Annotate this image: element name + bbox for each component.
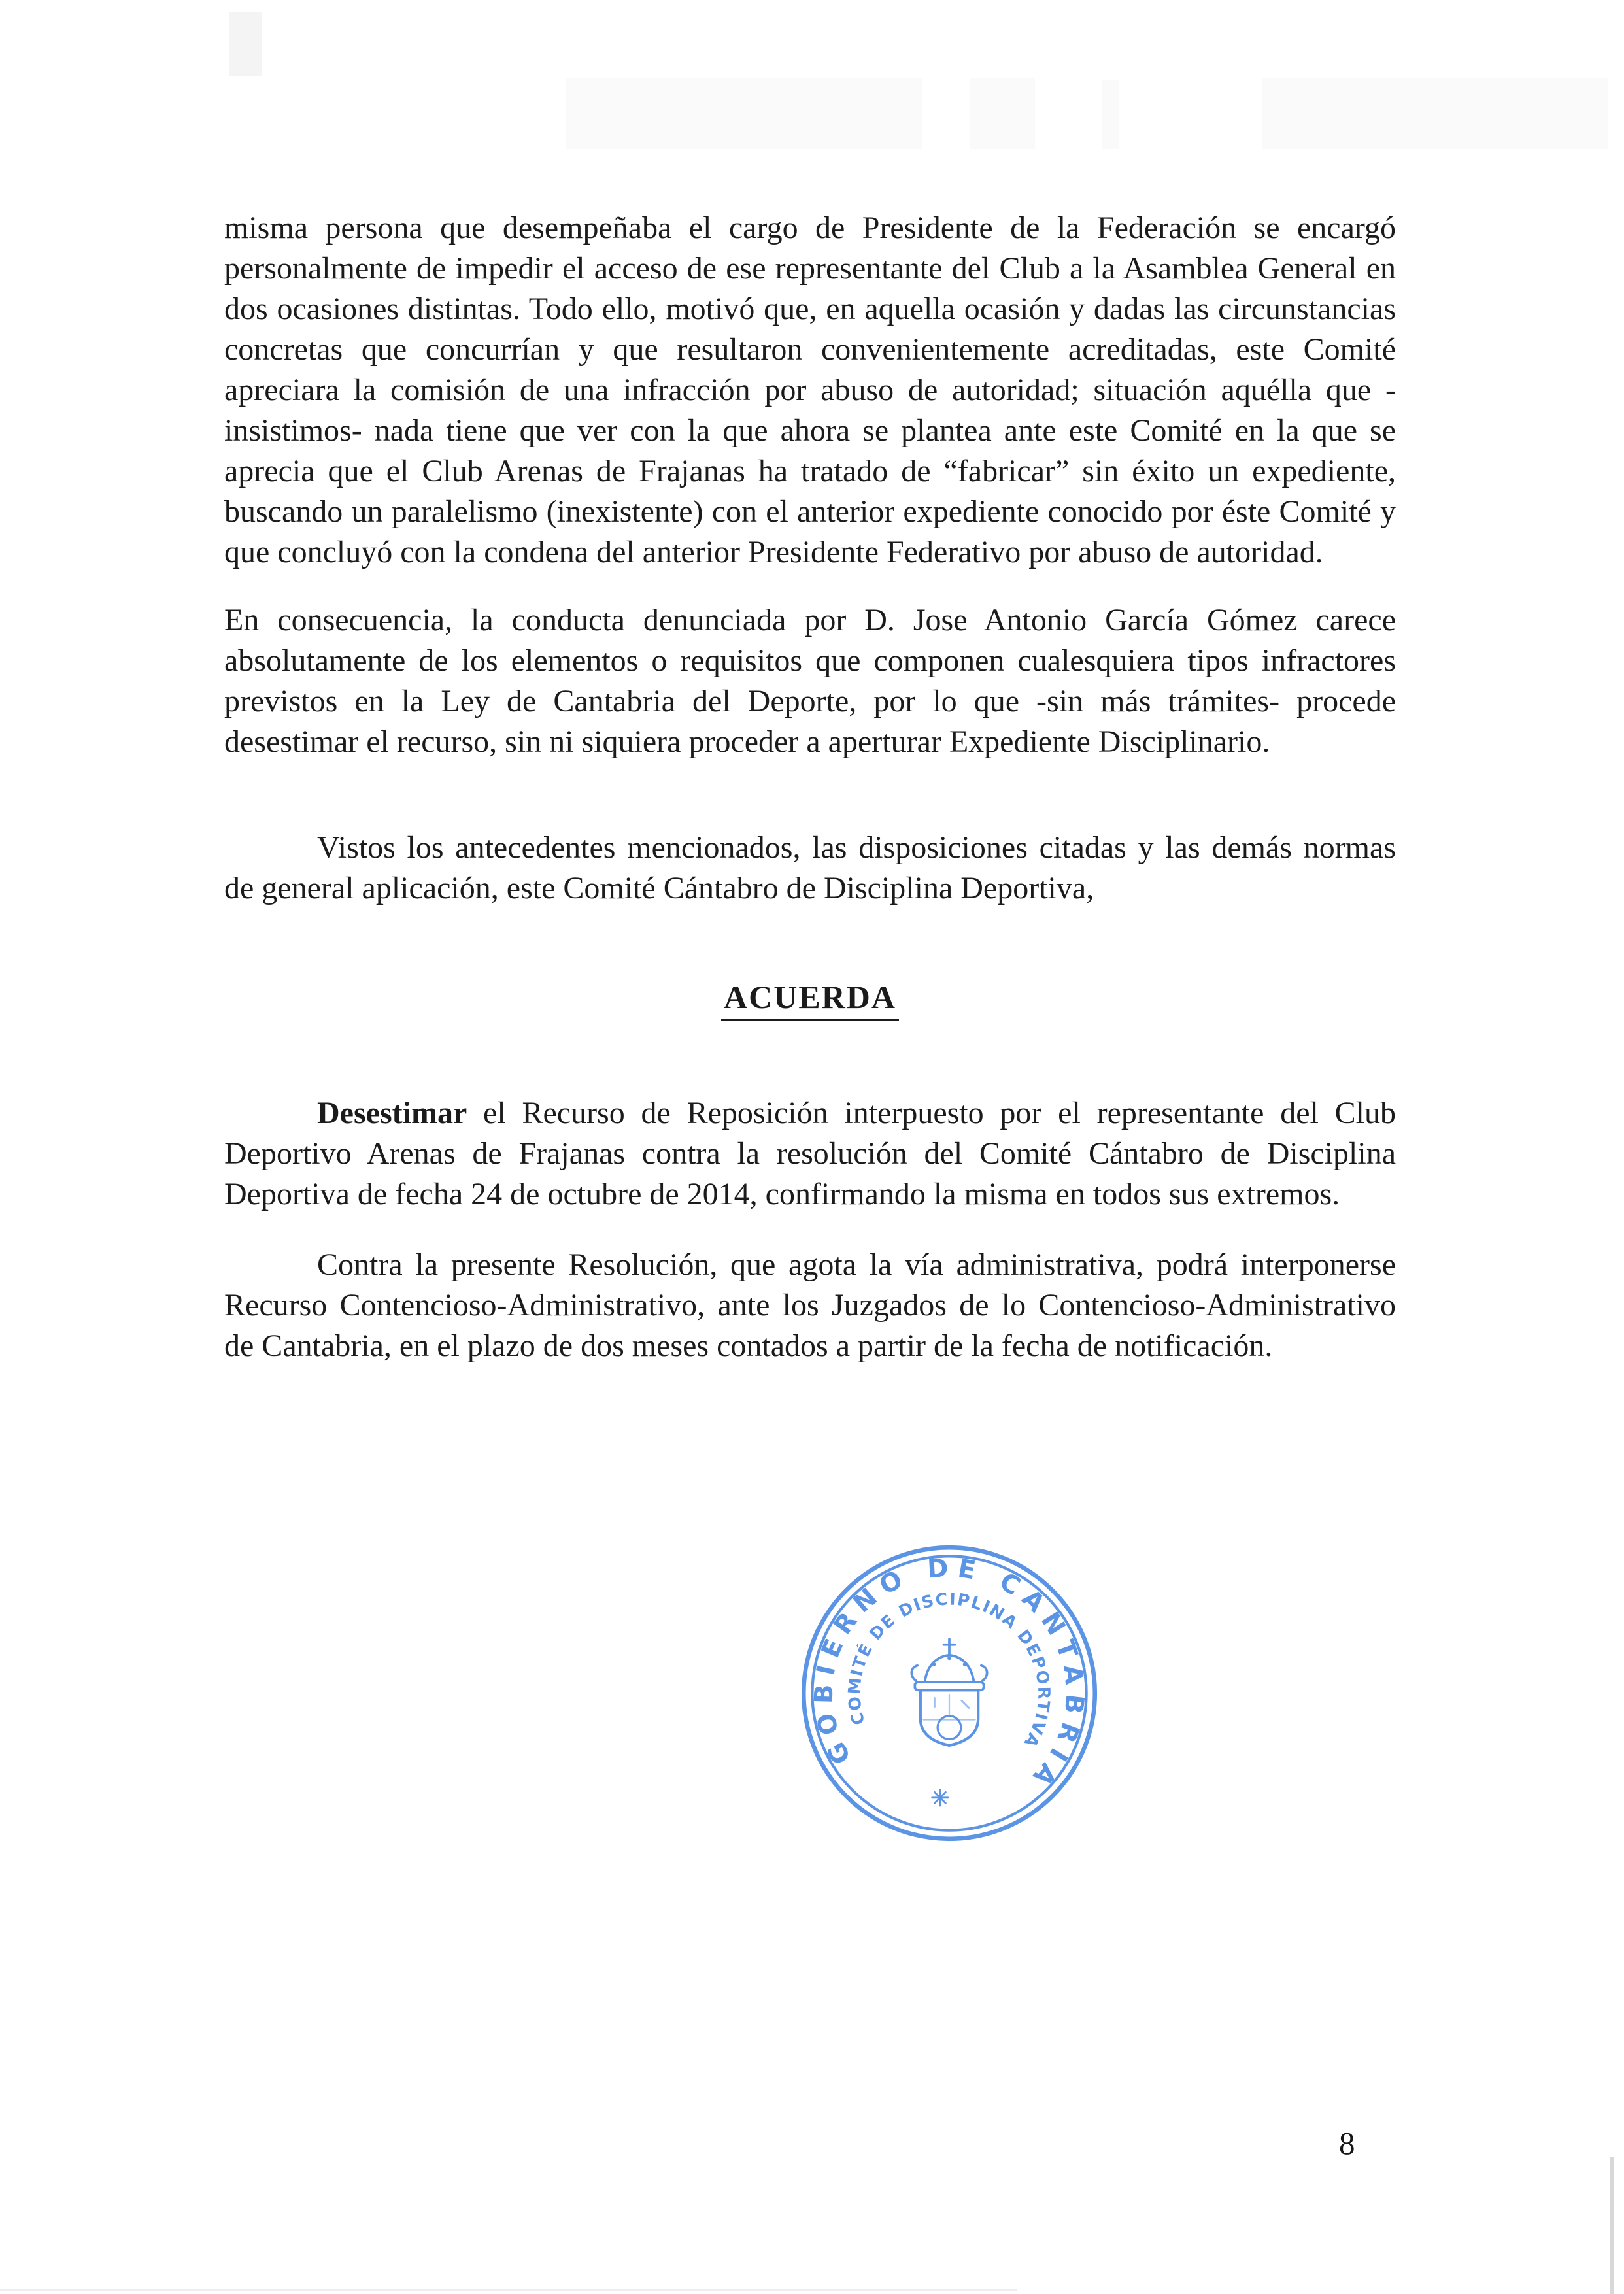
scan-artifact — [1102, 80, 1119, 149]
crown-icon — [911, 1639, 987, 1690]
scan-artifact — [566, 78, 922, 149]
scan-artifact — [229, 12, 262, 76]
acuerda-heading-wrapper — [224, 977, 1396, 1021]
scan-artifact — [1262, 78, 1608, 149]
stamp-seal-icon — [796, 1540, 1103, 1847]
stamp — [796, 1540, 1103, 1847]
paragraph-desestimar — [224, 1093, 1396, 1215]
document-body — [224, 208, 1396, 1366]
acuerda-heading: ACUERDA — [721, 977, 899, 1021]
stamp-inner-text: COMITÉ DE DISCIPLINA DEPORTIVA — [844, 1589, 1055, 1752]
coat-of-arms-icon — [921, 1690, 978, 1746]
paragraph-vistos: Vistos los antecedentes mencionados, las disposiciones citadas y las demás normas de general aplicación, este Comité Cántabro de Disciplina Deportiva, — [224, 830, 1396, 905]
svg-text:COMITÉ DE DISCIPLINA DEPORTIVA — [844, 1589, 1054, 1751]
scan-edge-line — [0, 2289, 1017, 2291]
stamp-outer-text: GOBIERNO DE CANTABRIA — [809, 1553, 1090, 1798]
paragraph-continuation: misma persona que desempeñaba el cargo de Presidente de la Federación se encargó personalmente de impedir el acceso de ese representante del Club a la Asamblea General en dos ocasiones distintas. Todo ello, motivó que, en aquella ocasión y dadas las circunstancias concretas que concurrían y que resultaron convenientemente acreditadas, este Comité apreciara la comisión de una infracción por abuso de autoridad; situación aquélla que -insistimos- nada tiene que ver con la que ahora se plantea ante este Comité en la que se aprecia que el Club Arenas de Frajanas ha tratado de “fabricar” sin éxito un expediente, buscando un paralelismo (inexistente) con el anterior expediente conocido por éste Comité y que concluyó con la condena del anterior Presidente Federativo por abuso de autoridad. — [224, 211, 1396, 569]
scan-artifact — [970, 78, 1035, 149]
paragraph-consequence: En consecuencia, la conducta denunciada por D. Jose Antonio García Gómez carece absolutamente de los elementos o requisitos que componen cualesquiera tipos infractores previstos en la Ley de Cantabria del Deporte, por lo que -sin más trámites- procede desestimar el recurso, sin ni siquiera proceder a aperturar Expediente Disciplinario. — [224, 603, 1396, 759]
paragraph-desestimar-rest: el Recurso de Reposición interpuesto por el representante del Club Deportivo Arenas de Frajanas contra la resolución del Comité Cántabro de Disciplina Deportiva de fecha 24 de octubre de 2014, confirmando la misma en todos sus extremos. — [224, 1096, 1396, 1211]
scan-edge-line — [1610, 2157, 1614, 2294]
page-number: 8 — [1339, 2125, 1355, 2161]
paragraph-recurso: Contra la presente Resolución, que agota la vía administrativa, podrá interponerse Recurso Contencioso-Administrativo, ante los Juzgados de lo Contencioso-Administrativo de Cantabria, en el plazo de dos meses contados a partir de la fecha de notificación. — [224, 1247, 1396, 1363]
asterisk-icon — [932, 1790, 948, 1806]
desestimar-bold-lead: Desestimar — [317, 1096, 467, 1130]
